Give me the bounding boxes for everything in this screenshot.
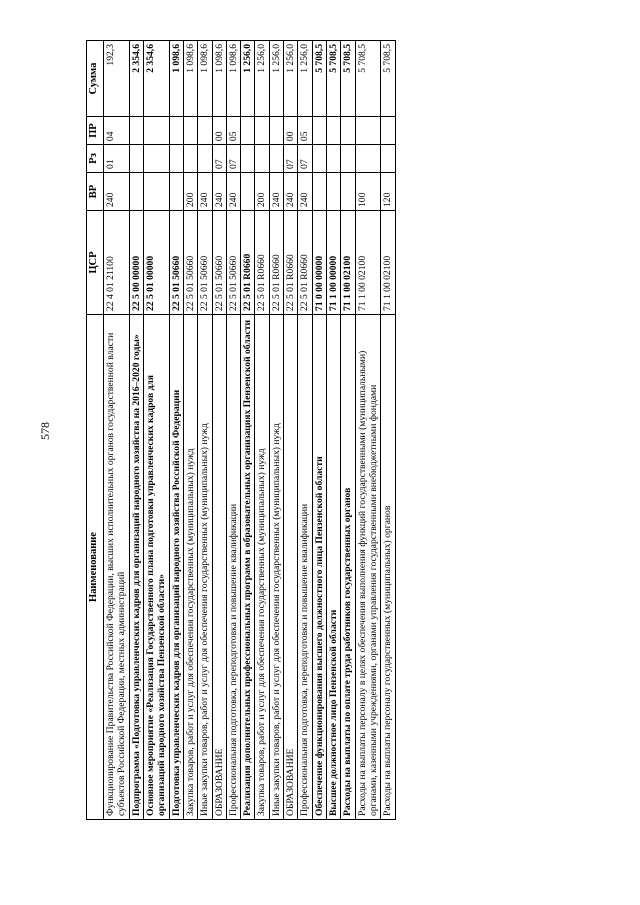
cell-pr	[255, 117, 269, 145]
cell-vr	[341, 172, 355, 210]
table-row	[341, 41, 355, 820]
table-row	[241, 41, 255, 820]
cell-name: Иные закупки товаров, работ и услуг для обеспечения государственных (муниципальных) нужд	[269, 315, 283, 820]
cell-rz: 07	[284, 145, 298, 173]
cell-sum: 1 098,6	[169, 41, 183, 117]
cell-csr: 22 5 01 R0660	[255, 211, 269, 315]
cell-sum: 1 256,0	[298, 41, 312, 117]
cell-sum: 192,3	[104, 41, 130, 117]
cell-csr: 22 5 01 00000	[143, 211, 169, 315]
cell-rz: 07	[212, 145, 226, 173]
table-row	[183, 41, 197, 820]
cell-rz	[169, 145, 183, 173]
cell-pr	[381, 117, 395, 145]
cell-rz	[341, 145, 355, 173]
table-row	[327, 41, 341, 820]
cell-csr: 71 0 00 00000	[312, 211, 326, 315]
cell-vr	[129, 172, 143, 210]
cell-sum: 2 354,6	[129, 41, 143, 117]
cell-pr	[143, 117, 169, 145]
cell-rz	[129, 145, 143, 173]
cell-vr: 240	[269, 172, 283, 210]
cell-vr: 240	[212, 172, 226, 210]
cell-csr: 22 5 01 R0660	[298, 211, 312, 315]
cell-vr	[312, 172, 326, 210]
table-row	[198, 41, 212, 820]
budget-table	[86, 40, 396, 820]
cell-rz	[143, 145, 169, 173]
cell-pr	[269, 117, 283, 145]
cell-csr: 71 1 00 02100	[381, 211, 395, 315]
cell-pr	[169, 117, 183, 145]
cell-name: ОБРАЗОВАНИЕ	[212, 315, 226, 820]
cell-csr: 22 5 00 00000	[129, 211, 143, 315]
cell-sum: 1 098,6	[226, 41, 240, 117]
cell-rz	[381, 145, 395, 173]
cell-sum: 2 354,6	[143, 41, 169, 117]
cell-vr: 240	[198, 172, 212, 210]
cell-csr: 22 5 01 50660	[169, 211, 183, 315]
cell-name: Реализация дополнительных профессиональных программ в образовательных организациях Пензенской области	[241, 315, 255, 820]
header-row	[87, 41, 104, 820]
cell-name: Закупка товаров, работ и услуг для обеспечения государственных (муниципальных) нужд	[183, 315, 197, 820]
cell-name: Профессиональная подготовка, переподготовка и повышение квалификации	[226, 315, 240, 820]
cell-pr	[327, 117, 341, 145]
cell-vr	[169, 172, 183, 210]
cell-pr: 00	[284, 117, 298, 145]
cell-vr: 100	[355, 172, 381, 210]
cell-pr	[312, 117, 326, 145]
table-row	[312, 41, 326, 820]
budget-table-container	[86, 40, 600, 820]
table-row	[269, 41, 283, 820]
cell-csr: 22 5 01 R0660	[269, 211, 283, 315]
cell-vr: 240	[226, 172, 240, 210]
table-row	[143, 41, 169, 820]
cell-pr: 00	[212, 117, 226, 145]
table-row	[284, 41, 298, 820]
table-row	[129, 41, 143, 820]
header-rz: Рз	[87, 145, 104, 173]
cell-vr: 240	[284, 172, 298, 210]
cell-name: Закупка товаров, работ и услуг для обеспечения государственных (муниципальных) нужд	[255, 315, 269, 820]
cell-sum: 5 708,5	[381, 41, 395, 117]
cell-rz	[327, 145, 341, 173]
cell-sum: 5 708,5	[312, 41, 326, 117]
table-row	[104, 41, 130, 820]
cell-sum: 1 098,6	[198, 41, 212, 117]
cell-rz	[269, 145, 283, 173]
cell-sum: 1 256,0	[284, 41, 298, 117]
cell-name: Расходы на выплаты по оплате труда работников государственных органов	[341, 315, 355, 820]
cell-pr	[198, 117, 212, 145]
cell-rz	[355, 145, 381, 173]
cell-vr	[143, 172, 169, 210]
cell-vr: 120	[381, 172, 395, 210]
cell-rz: 07	[298, 145, 312, 173]
cell-name: ОБРАЗОВАНИЕ	[284, 315, 298, 820]
header-csr: ЦСР	[87, 211, 104, 315]
cell-name: Функционирование Правительства Российской Федерации, высших исполнительных органов государственной власти субъектов Российской Федерации, местных администраций	[104, 315, 130, 820]
cell-pr: 05	[298, 117, 312, 145]
header-vr: ВР	[87, 172, 104, 210]
cell-rz	[255, 145, 269, 173]
cell-name: Подпрограмма «Подготовка управленческих кадров для организаций народного хозяйства на 2016–2020 годы»	[129, 315, 143, 820]
cell-name: Расходы на выплаты персоналу государственных (муниципальных) органов	[381, 315, 395, 820]
cell-rz	[183, 145, 197, 173]
table-row	[255, 41, 269, 820]
cell-csr: 22 5 01 R0660	[241, 211, 255, 315]
cell-sum: 1 256,0	[269, 41, 283, 117]
cell-pr	[341, 117, 355, 145]
cell-sum: 1 098,6	[212, 41, 226, 117]
cell-csr: 22 5 01 50660	[198, 211, 212, 315]
cell-sum: 5 708,5	[341, 41, 355, 117]
table-row	[169, 41, 183, 820]
table-row	[226, 41, 240, 820]
cell-sum: 5 708,5	[355, 41, 381, 117]
header-pr: ПР	[87, 117, 104, 145]
page-number: 578	[38, 422, 52, 440]
cell-csr: 22 5 01 R0660	[284, 211, 298, 315]
header-sum: Сумма	[87, 41, 104, 117]
cell-csr: 22 5 01 50660	[212, 211, 226, 315]
cell-rz: 07	[226, 145, 240, 173]
cell-pr	[129, 117, 143, 145]
cell-csr: 22 5 01 50660	[183, 211, 197, 315]
cell-pr: 04	[104, 117, 130, 145]
cell-csr: 71 1 00 00000	[327, 211, 341, 315]
cell-csr: 71 1 00 02100	[355, 211, 381, 315]
cell-rz: 01	[104, 145, 130, 173]
cell-vr: 240	[104, 172, 130, 210]
cell-pr	[183, 117, 197, 145]
table-row	[381, 41, 395, 820]
cell-name: Расходы на выплаты персоналу в целях обеспечения выполнения функций государственными (муниципальными) органами, казенными учреждениями, органами управления государственными внебюджетными фондами	[355, 315, 381, 820]
cell-name: Подготовка управленческих кадров для организаций народного хозяйства Российской Федерации	[169, 315, 183, 820]
cell-rz	[312, 145, 326, 173]
cell-name: Основное мероприятие «Реализация Государственного плана подготовки управленческих кадров для организаций народного хозяйства Пензенской области»	[143, 315, 169, 820]
header-name: Наименование	[87, 315, 104, 820]
cell-name: Иные закупки товаров, работ и услуг для обеспечения государственных (муниципальных) нужд	[198, 315, 212, 820]
cell-pr	[355, 117, 381, 145]
cell-rz	[241, 145, 255, 173]
cell-sum: 5 708,5	[327, 41, 341, 117]
cell-rz	[198, 145, 212, 173]
cell-sum: 1 256,0	[241, 41, 255, 117]
cell-csr: 71 1 00 02100	[341, 211, 355, 315]
table-row	[212, 41, 226, 820]
cell-name: Профессиональная подготовка, переподготовка и повышение квалификации	[298, 315, 312, 820]
cell-pr	[241, 117, 255, 145]
cell-sum: 1 256,0	[255, 41, 269, 117]
cell-vr: 200	[183, 172, 197, 210]
table-row	[298, 41, 312, 820]
cell-vr: 240	[298, 172, 312, 210]
cell-csr: 22 4 01 21100	[104, 211, 130, 315]
cell-vr	[241, 172, 255, 210]
cell-vr	[327, 172, 341, 210]
cell-csr: 22 5 01 50660	[226, 211, 240, 315]
cell-vr: 200	[255, 172, 269, 210]
cell-pr: 05	[226, 117, 240, 145]
cell-name: Обеспечение функционирования высшего должностного лица Пензенской области	[312, 315, 326, 820]
cell-name: Высшее должностное лицо Пензенской области	[327, 315, 341, 820]
cell-sum: 1 098,6	[183, 41, 197, 117]
table-row	[355, 41, 381, 820]
